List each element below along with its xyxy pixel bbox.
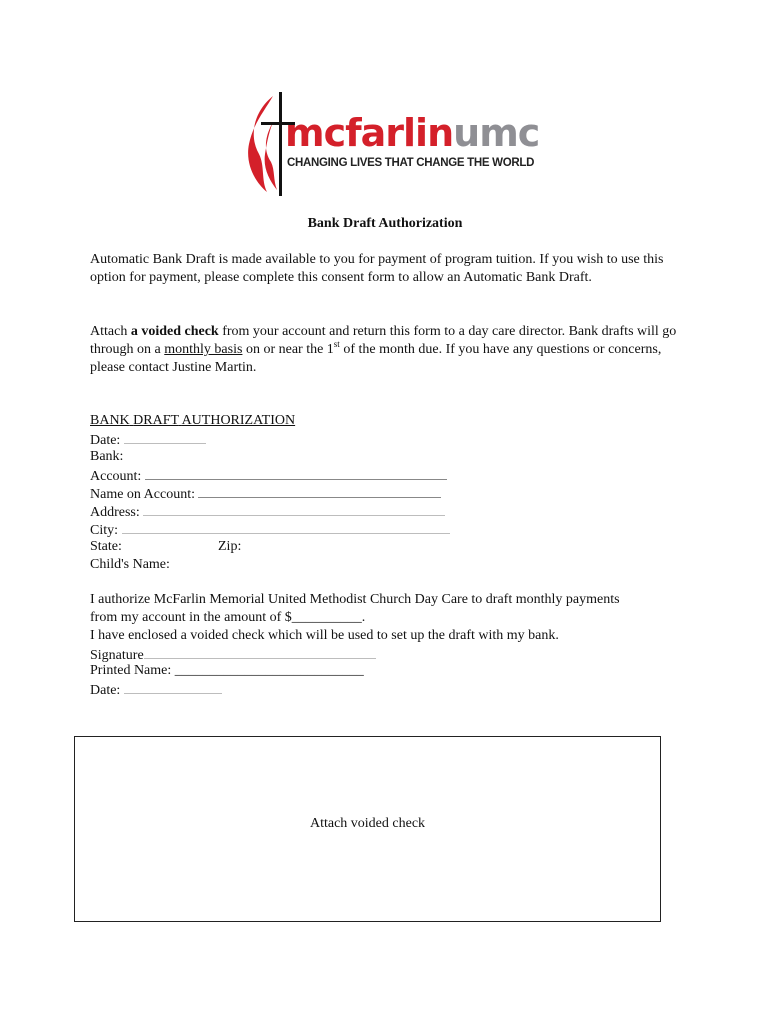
- account-field[interactable]: Account:: [90, 466, 447, 486]
- monthly-basis-text: monthly basis: [164, 342, 243, 357]
- logo-name-red: mcfarlin: [285, 111, 454, 155]
- church-logo: [243, 92, 540, 196]
- state-field[interactable]: State:: [90, 539, 122, 554]
- bank-field[interactable]: Bank:: [90, 449, 124, 464]
- amount-blank[interactable]: __________: [291, 610, 362, 625]
- signature-date-blank[interactable]: [124, 680, 222, 694]
- authorization-line-1: I authorize McFarlin Memorial United Methodist Church Day Care to draft monthly payments: [90, 592, 620, 607]
- form-heading: BANK DRAFT AUTHORIZATION: [90, 413, 296, 428]
- name-on-account-blank[interactable]: [198, 484, 441, 498]
- date-field[interactable]: Date:: [90, 430, 206, 450]
- voided-check-box: [74, 736, 661, 922]
- logo-wordmark: [285, 112, 539, 154]
- attach-paragraph: Attach a voided check from your account and return this form to a day care director. Bank drafts will go through on a monthly basis on or near the 1st of the month due. If you have any questions or concerns, please contact Justine Martin.: [90, 324, 677, 375]
- signature-field[interactable]: Signature: [90, 645, 376, 665]
- city-blank[interactable]: [122, 520, 450, 534]
- authorization-line-3: I have enclosed a voided check which will be used to set up the draft with my bank.: [90, 628, 559, 643]
- logo-tagline: CHANGING LIVES THAT CHANGE THE WORLD: [287, 157, 535, 169]
- zip-field[interactable]: Zip:: [218, 539, 242, 554]
- intro-paragraph: Automatic Bank Draft is made available to you for payment of program tuition. If you wish to use this option for payment, please complete this consent form to allow an Automatic Bank Draft.: [90, 252, 664, 285]
- name-on-account-field[interactable]: Name on Account:: [90, 484, 441, 504]
- signature-blank[interactable]: [144, 645, 376, 659]
- account-blank[interactable]: [145, 466, 447, 480]
- logo-name-gray: umc: [453, 111, 540, 155]
- voided-check-emphasis: a voided check: [130, 324, 219, 339]
- page-title: Bank Draft Authorization: [307, 216, 463, 231]
- city-field[interactable]: City:: [90, 520, 450, 540]
- child-name-field[interactable]: Child's Name:: [90, 557, 170, 572]
- printed-name-field[interactable]: Printed Name: ___________________________: [90, 663, 364, 678]
- date-blank[interactable]: [124, 430, 206, 444]
- authorization-line-2: from my account in the amount of $__________.: [90, 610, 366, 625]
- printed-name-blank[interactable]: ___________________________: [174, 663, 364, 678]
- address-field[interactable]: Address:: [90, 502, 445, 522]
- address-blank[interactable]: [143, 502, 445, 516]
- signature-date-field[interactable]: Date:: [90, 680, 222, 700]
- voided-check-label: Attach voided check: [309, 816, 426, 831]
